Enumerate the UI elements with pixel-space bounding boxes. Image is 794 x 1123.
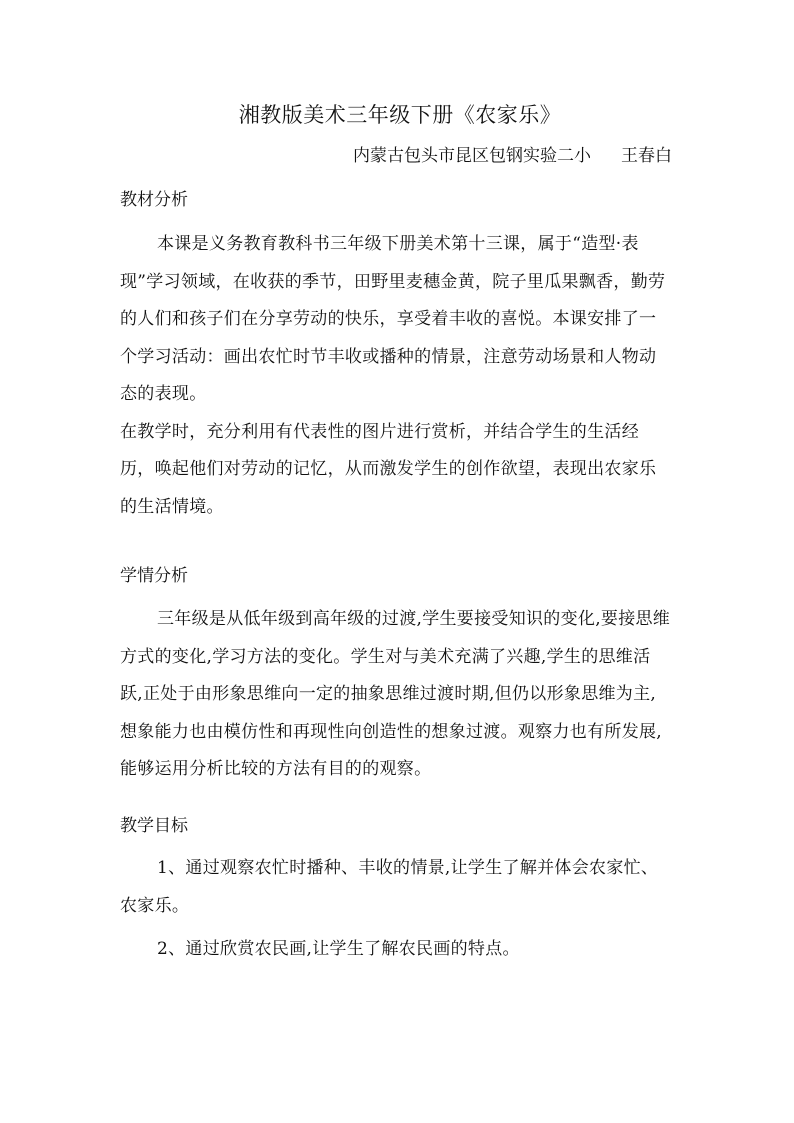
material-paragraph-2: 在教学时，充分利用有代表性的图片进行赏析，并结合学生的生活经历，唤起他们对劳动的记忆，从而激发学生的创作欲望，表现出农家乐的生活情境。 [120,421,657,517]
section-students [120,601,672,789]
section-heading-goals: 教学目标 [120,816,188,836]
author-name: 王春白 [621,146,672,166]
document-title: 湘教版美术三年级下册《农家乐》 [238,103,562,127]
author-line [353,142,672,170]
section-material [120,226,672,526]
section-goals [120,850,672,969]
goal-item-1: 1、通过观察农忙时播种、丰收的情景,让学生了解并体会农家忙、农家乐。 [120,858,659,916]
students-paragraph-1: 三年级是从低年级到高年级的过渡,学生要接受知识的变化,要接思维方式的变化,学习方法的变化。学生对与美术充满了兴趣,学生的思维活跃,正处于由形象思维向一定的抽象思维过渡时期,但仍以形象思维为主,想象能力也由模仿性和再现性向创造性的想象过渡。观察力也有所发展,能够运用分析比较的方法有目的的观察。 [120,609,671,779]
section-heading-students: 学情分析 [120,566,188,586]
material-paragraph-1: 本课是义务教育教科书三年级下册美术第十三课，属于“造型·表现”学习领域，在收获的季节，田野里麦穗金黄，院子里瓜果飘香，勤劳的人们和孩子们在分享劳动的快乐，享受着丰收的喜悦。本课安排了一个学习活动：画出农忙时节丰收或播种的情景，注意劳动场景和人物动态的表现。 [120,234,666,404]
goal-item-2: 2、通过欣赏农民画,让学生了解农民画的特点。 [157,939,520,959]
section-heading-material: 教材分析 [120,190,188,210]
author-school: 内蒙古包头市昆区包钢实验二小 [353,146,591,166]
